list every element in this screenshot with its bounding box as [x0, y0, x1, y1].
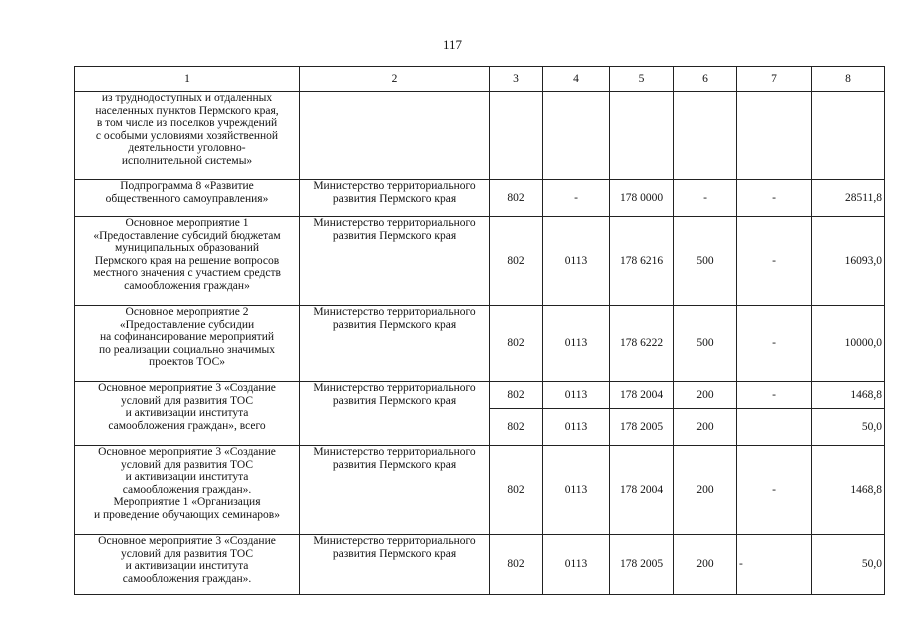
- column-header: 6: [674, 67, 737, 92]
- section-cell: 0113: [543, 409, 610, 446]
- program-name-cell: Основное мероприятие 3 «Создание условий для развития ТОС и активизации института самообложения граждан».: [75, 535, 300, 595]
- organization-cell: [300, 92, 490, 180]
- expense-type-cell: 200: [674, 446, 737, 535]
- target-item-cell: 178 2004: [610, 446, 674, 535]
- expense-type-cell: 200: [674, 382, 737, 409]
- section-cell: 0113: [543, 535, 610, 595]
- column-header: 8: [812, 67, 885, 92]
- section-cell: 0113: [543, 446, 610, 535]
- code-cell: 802: [490, 180, 543, 217]
- column-7-cell: [737, 409, 812, 446]
- organization-cell: Министерство территориального развития Пермского края: [300, 446, 490, 535]
- amount-cell: 50,0: [812, 409, 885, 446]
- header-row: [75, 67, 885, 92]
- target-item-cell: 178 0000: [610, 180, 674, 217]
- column-7-cell: -: [737, 180, 812, 217]
- amount-cell: [812, 92, 885, 180]
- table-row: [75, 306, 885, 382]
- code-cell: [490, 92, 543, 180]
- expense-type-cell: 500: [674, 306, 737, 382]
- code-cell: 802: [490, 535, 543, 595]
- target-item-cell: 178 2005: [610, 409, 674, 446]
- code-cell: 802: [490, 409, 543, 446]
- code-cell: 802: [490, 446, 543, 535]
- code-cell: 802: [490, 382, 543, 409]
- budget-table: [74, 66, 885, 595]
- code-cell: 802: [490, 217, 543, 306]
- column-7-cell: -: [737, 446, 812, 535]
- expense-type-cell: [674, 92, 737, 180]
- amount-cell: 10000,0: [812, 306, 885, 382]
- target-item-cell: 178 6216: [610, 217, 674, 306]
- program-name-cell: Основное мероприятие 3 «Создание условий для развития ТОС и активизации института самообложения граждан», всего: [75, 382, 300, 446]
- amount-cell: 16093,0: [812, 217, 885, 306]
- table-row: [75, 535, 885, 595]
- program-name-cell: из труднодоступных и отдаленных населенных пунктов Пермского края, в том числе из поселков учреждений с особыми условиями хозяйственной деятельности уголовно- исполнительной системы»: [75, 92, 300, 180]
- organization-cell: Министерство территориального развития Пермского края: [300, 180, 490, 217]
- target-item-cell: 178 2005: [610, 535, 674, 595]
- column-header: 3: [490, 67, 543, 92]
- page-number: 117: [442, 37, 463, 52]
- column-header: 1: [75, 67, 300, 92]
- column-header: 7: [737, 67, 812, 92]
- organization-cell: Министерство территориального развития Пермского края: [300, 306, 490, 382]
- section-cell: 0113: [543, 382, 610, 409]
- organization-cell: Министерство территориального развития Пермского края: [300, 217, 490, 306]
- table-row: [75, 446, 885, 535]
- amount-cell: 50,0: [812, 535, 885, 595]
- section-cell: [543, 92, 610, 180]
- organization-cell: Министерство территориального развития Пермского края: [300, 535, 490, 595]
- amount-cell: 1468,8: [812, 382, 885, 409]
- section-cell: -: [543, 180, 610, 217]
- column-7-cell: -: [737, 535, 812, 595]
- section-cell: 0113: [543, 306, 610, 382]
- amount-cell: 28511,8: [812, 180, 885, 217]
- table-row: [75, 382, 885, 409]
- column-7-cell: -: [737, 382, 812, 409]
- column-header: 5: [610, 67, 674, 92]
- column-header: 4: [543, 67, 610, 92]
- program-name-cell: Основное мероприятие 2 «Предоставление субсидии на софинансирование мероприятий по реализации социально значимых проектов ТОС»: [75, 306, 300, 382]
- target-item-cell: 178 6222: [610, 306, 674, 382]
- table-row: [75, 217, 885, 306]
- column-7-cell: -: [737, 306, 812, 382]
- column-7-cell: [737, 92, 812, 180]
- program-name-cell: Основное мероприятие 1 «Предоставление субсидий бюджетам муниципальных образований Пермского края на решение вопросов местного значения с участием средств самообложения граждан»: [75, 217, 300, 306]
- expense-type-cell: 200: [674, 409, 737, 446]
- program-name-cell: Подпрограмма 8 «Развитие общественного самоуправления»: [75, 180, 300, 217]
- target-item-cell: [610, 92, 674, 180]
- table-row: [75, 92, 885, 180]
- table-row: [75, 180, 885, 217]
- organization-cell: Министерство территориального развития Пермского края: [300, 382, 490, 446]
- column-7-cell: -: [737, 217, 812, 306]
- section-cell: 0113: [543, 217, 610, 306]
- target-item-cell: 178 2004: [610, 382, 674, 409]
- code-cell: 802: [490, 306, 543, 382]
- expense-type-cell: 500: [674, 217, 737, 306]
- expense-type-cell: 200: [674, 535, 737, 595]
- expense-type-cell: -: [674, 180, 737, 217]
- column-header: 2: [300, 67, 490, 92]
- amount-cell: 1468,8: [812, 446, 885, 535]
- program-name-cell: Основное мероприятие 3 «Создание условий для развития ТОС и активизации института самообложения граждан». Мероприятие 1 «Организация и проведение обучающих семинаров»: [75, 446, 300, 535]
